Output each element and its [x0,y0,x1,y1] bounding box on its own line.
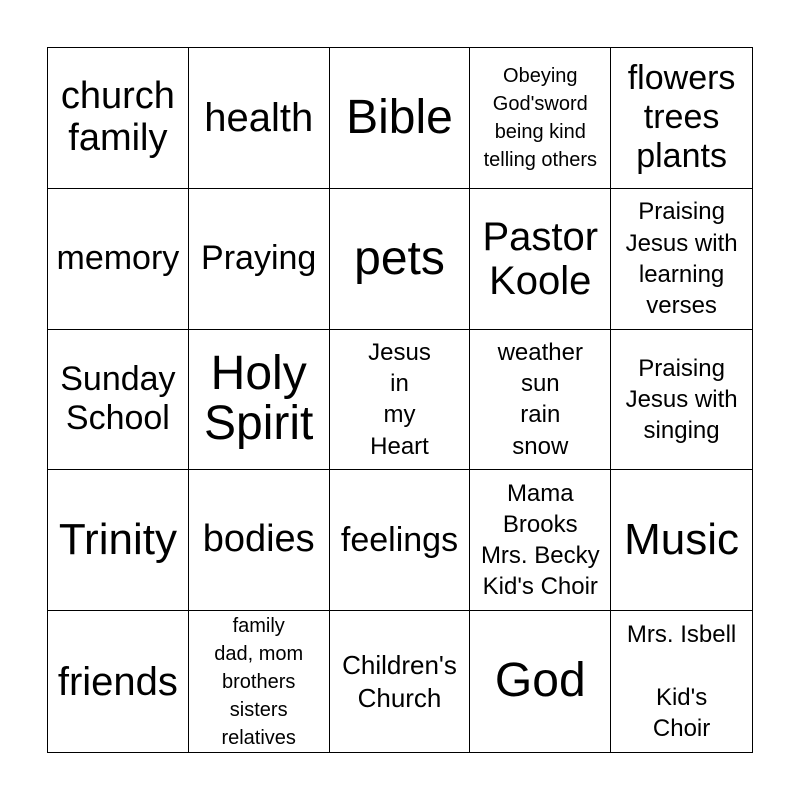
bingo-cell[interactable]: friends [48,611,189,752]
bingo-cell[interactable]: Sunday School [48,330,189,471]
bingo-cell[interactable]: Music [611,470,752,611]
bingo-cell[interactable]: weather sun rain snow [470,330,611,471]
bingo-cell[interactable]: health [189,48,330,189]
bingo-cell[interactable]: Praising Jesus with learning verses [611,189,752,330]
bingo-cell[interactable]: Praising Jesus with singing [611,330,752,471]
bingo-cell[interactable]: Holy Spirit [189,330,330,471]
bingo-cell[interactable]: Mama Brooks Mrs. Becky Kid's Choir [470,470,611,611]
bingo-cell[interactable]: flowers trees plants [611,48,752,189]
bingo-cell[interactable]: memory [48,189,189,330]
bingo-cell[interactable]: Jesus in my Heart [330,330,471,471]
bingo-cell[interactable]: feelings [330,470,471,611]
bingo-cell[interactable]: church family [48,48,189,189]
bingo-cell[interactable]: Trinity [48,470,189,611]
bingo-cell[interactable]: Bible [330,48,471,189]
bingo-card [47,47,753,753]
bingo-cell[interactable]: bodies [189,470,330,611]
bingo-cell[interactable]: Pastor Koole [470,189,611,330]
bingo-cell[interactable]: Children's Church [330,611,471,752]
bingo-cell[interactable]: Praying [189,189,330,330]
bingo-cell[interactable]: Obeying God'sword being kind telling others [470,48,611,189]
bingo-cell[interactable]: family dad, mom brothers sisters relatives [189,611,330,752]
bingo-cell[interactable]: Mrs. Isbell Kid's Choir [626,621,737,742]
bingo-cell[interactable]: God [470,611,611,752]
bingo-cell[interactable]: pets [330,189,471,330]
